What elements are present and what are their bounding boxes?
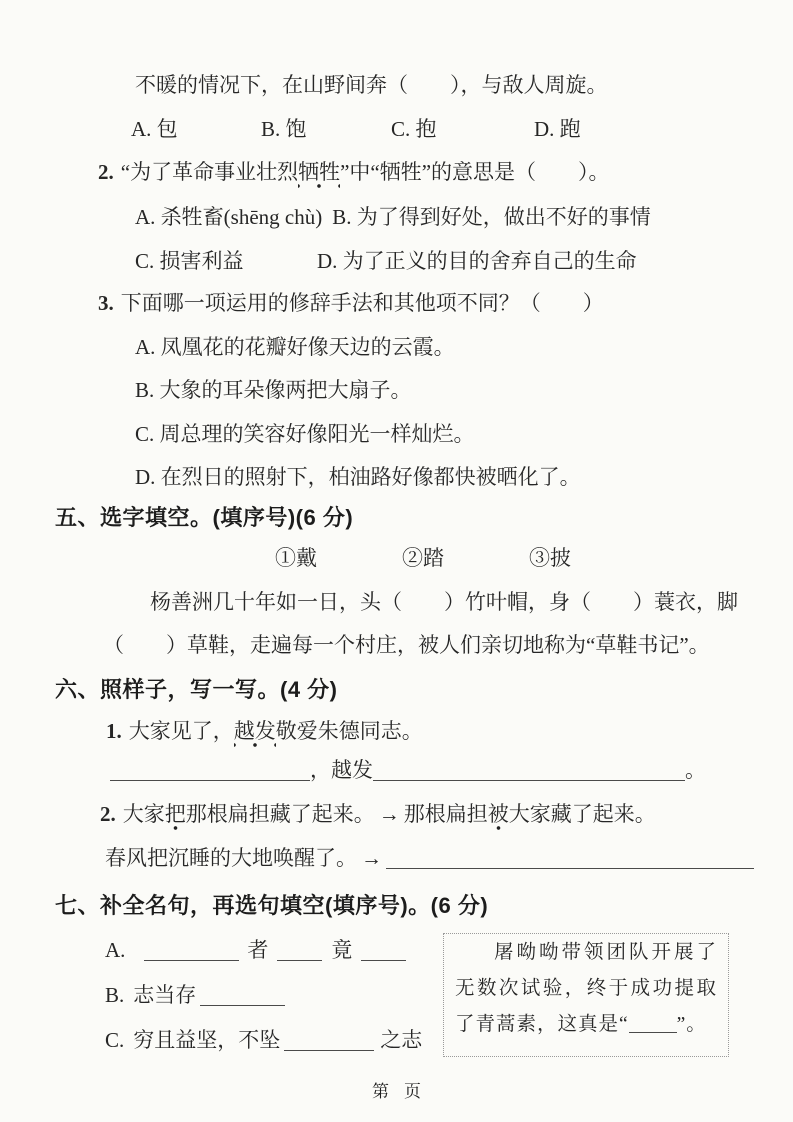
context-box-text-post: ”。 — [676, 1014, 707, 1035]
q1-option-c: C. 抱 — [391, 117, 437, 141]
q3-stem-text: 下面哪一项运用的修辞手法和其他项不同？（ ） — [120, 291, 604, 315]
context-box-text-pre: 屠呦呦带领团队开展了无数次试验，终于成功提取了青蒿素，这真是“ — [455, 942, 717, 1035]
section7-context-box — [443, 933, 729, 1057]
section7-title: 七、补全名句，再选句填空(填序号)。(6 分) — [55, 893, 489, 918]
q2-stem-emphasized: 牺牲 — [298, 160, 340, 189]
section6-item1-number: 1. — [106, 719, 122, 743]
answer-blank — [277, 940, 322, 961]
section7-item-c-label: C. — [105, 1028, 125, 1052]
word-bank-item-3: ③披 — [529, 546, 571, 570]
q1-option-b: B. 饱 — [261, 117, 307, 141]
answer-blank — [629, 1012, 677, 1033]
section6-item2-number: 2. — [100, 802, 116, 826]
q3-option-b: B. 大象的耳朵像两把大扇子。 — [135, 378, 412, 402]
answer-blank — [144, 940, 239, 961]
section6-item2 — [100, 799, 656, 829]
section6-item1-answer-period: 。 — [685, 758, 706, 782]
section6-item2-result-pre: 那根扁担 — [403, 802, 488, 826]
section6-item1-answer-line — [110, 755, 706, 785]
q2-stem-post: ”中“牺牲”的意思是（ ）。 — [340, 160, 610, 184]
section6-item2-prompt-line — [105, 843, 754, 873]
section6-item1-answer-mid: ，越发 — [310, 758, 373, 782]
section6-item2-example-post: 那根扁担藏了起来。 — [185, 802, 375, 826]
section7-item-b-text: 志当存 — [133, 983, 197, 1007]
q1-stem-continuation: 不暖的情况下，在山野间奔（ ），与敌人周旋。 — [135, 73, 608, 97]
q2-options-row-2 — [135, 246, 637, 276]
section6-item2-example-pre: 大家 — [122, 802, 165, 826]
section6-item1-post: 敬爱朱德同志。 — [275, 719, 423, 743]
section6-item1-emphasized: 越发 — [234, 719, 276, 748]
answer-blank — [200, 985, 285, 1006]
arrow-icon: → — [378, 802, 400, 826]
answer-blank — [284, 1030, 374, 1051]
section7-item-b-label: B. — [105, 983, 125, 1007]
section5-word-bank — [275, 543, 571, 573]
answer-blank — [373, 760, 685, 781]
arrow-icon: → — [361, 846, 382, 870]
q2-options-row-1 — [135, 202, 651, 232]
word-bank-item-1: ①戴 — [275, 546, 317, 570]
q3-option-c: C. 周总理的笑容好像阳光一样灿烂。 — [135, 422, 475, 446]
q2-option-a: A. 杀牲畜(shēng chù) — [135, 205, 323, 229]
footer-page-label-pre: 第 — [372, 1082, 389, 1101]
q2-option-b: B. 为了得到好处，做出不好的事情 — [332, 205, 651, 229]
section7-item-a-word1: 者 — [247, 938, 269, 962]
section5-title: 五、选字填空。(填序号)(6 分) — [55, 505, 354, 530]
section6-item2-result-emphasized: 被 — [488, 802, 509, 831]
answer-blank — [386, 848, 754, 869]
q2-option-d: D. 为了正义的目的舍弃自己的生命 — [317, 249, 637, 273]
page-footer — [0, 1077, 793, 1102]
word-bank-item-2: ②踏 — [402, 546, 444, 570]
section6-title: 六、照样子，写一写。(4 分) — [55, 677, 338, 702]
q3-stem — [98, 288, 604, 318]
q1-option-d: D. 跑 — [534, 117, 581, 141]
q3-option-d: D. 在烈日的照射下，柏油路好像都快被晒化了。 — [135, 465, 581, 489]
q1-options-row — [131, 114, 581, 144]
q3-number: 3. — [98, 291, 114, 315]
section6-item2-example-emphasized: 把 — [165, 802, 186, 831]
answer-blank — [361, 940, 406, 961]
section7-item-c-pre: 穷且益坚，不坠 — [133, 1028, 281, 1052]
section7-item-a-word2: 竟 — [331, 938, 353, 962]
footer-page-label-post: 页 — [404, 1082, 421, 1101]
q3-option-a: A. 凤凰花的花瓣好像天边的云霞。 — [135, 335, 455, 359]
section5-passage-line-1: 杨善洲几十年如一日，头（ ）竹叶帽，身（ ）蓑衣，脚 — [150, 590, 738, 614]
q2-option-c: C. 损害利益 — [135, 249, 244, 273]
section7-item-a — [105, 935, 406, 965]
section7-item-c — [105, 1025, 422, 1055]
section6-item1-pre: 大家见了， — [128, 719, 234, 743]
section7-item-c-post: 之志 — [380, 1028, 423, 1052]
q2-stem-pre: “为了革命事业壮烈 — [120, 160, 299, 184]
section6-item1 — [106, 716, 423, 746]
section6-item2-prompt: 春风把沉睡的大地唤醒了。 — [105, 846, 357, 870]
section6-item2-result-post: 大家藏了起来。 — [508, 802, 656, 826]
q1-option-a: A. 包 — [131, 117, 178, 141]
answer-blank — [110, 760, 310, 781]
section7-item-b — [105, 980, 285, 1010]
q2-number: 2. — [98, 160, 114, 184]
q2-stem — [98, 157, 610, 187]
section5-passage-line-2: （ ）草鞋，走遍每一个村庄，被人们亲切地称为“草鞋书记”。 — [103, 633, 710, 657]
section7-item-a-label: A. — [105, 938, 126, 962]
